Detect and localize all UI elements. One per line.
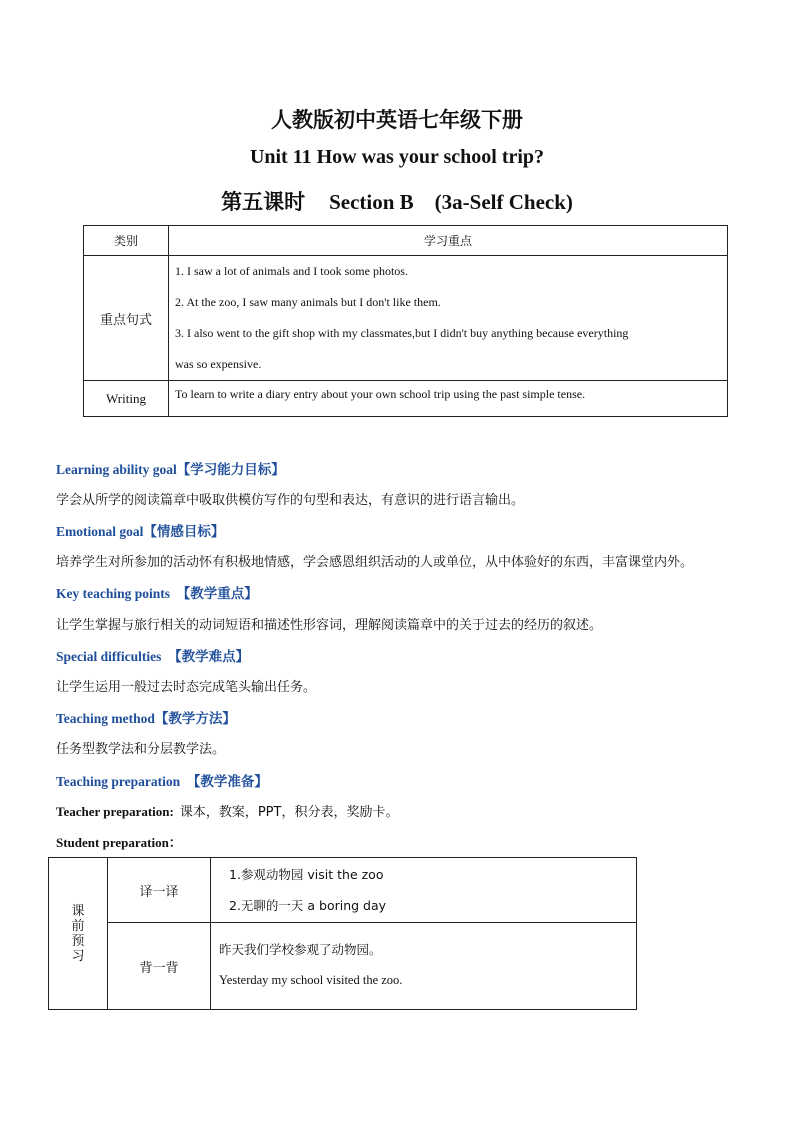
section-text: 让学生掌握与旅行相关的动词短语和描述性形容词，理解阅读篇章中的关于过去的经历的叙述。 xyxy=(56,618,603,633)
writing-cell: To learn to write a diary entry about your own school trip using the past simple tense. xyxy=(169,381,728,417)
lesson-title xyxy=(0,186,794,216)
section-text: 任务型教学法和分层教学法。 xyxy=(56,742,226,757)
sentence-line: 3. I also went to the gift shop with my classmates,but I didn't buy anything because everything xyxy=(175,326,629,340)
preview-side-label: 课前预习 xyxy=(49,858,108,1010)
row-label-translate: 译一译 xyxy=(108,858,211,923)
sentence-line: 1. I saw a lot of animals and I took some photos. xyxy=(175,264,408,278)
list-item: 2.无聊的一天 a boring day xyxy=(229,898,387,913)
section-heading: Learning ability goal【学习能力目标】 xyxy=(56,462,285,478)
section-emotional-goal xyxy=(56,520,224,540)
list-item: Yesterday my school visited the zoo. xyxy=(219,973,403,987)
section-text: 培养学生对所参加的活动怀有积极地情感，学会感恩组织活动的人或单位，从中体验好的东西，丰富课堂内外。 xyxy=(56,555,694,570)
header-category: 类别 xyxy=(84,226,169,256)
teacher-prep-label: Teacher preparation: xyxy=(56,804,174,819)
preview-table xyxy=(48,857,637,1010)
section-heading: Teaching method【教学方法】 xyxy=(56,711,236,727)
sentence-line: was so expensive. xyxy=(175,357,262,371)
section-heading: Special difficulties 【教学难点】 xyxy=(56,649,250,665)
focus-table xyxy=(83,225,728,417)
table-row xyxy=(49,858,637,923)
table-row xyxy=(84,381,728,417)
row-label-recite: 背一背 xyxy=(108,923,211,1010)
doc-title: 人教版初中英语七年级下册 xyxy=(271,108,523,132)
header-focus: 学习重点 xyxy=(169,226,728,256)
list-item: 1.参观动物园 visit the zoo xyxy=(229,867,384,882)
section-learning-goal xyxy=(56,458,285,478)
student-preparation: Student preparation： xyxy=(56,835,182,850)
row-label-writing: Writing xyxy=(84,381,169,417)
section-key-points xyxy=(56,582,258,602)
section-heading: Key teaching points 【教学重点】 xyxy=(56,586,258,602)
table-row xyxy=(49,923,637,1010)
section-text: 让学生运用一般过去时态完成笔头输出任务。 xyxy=(56,680,317,695)
row-label-sentences: 重点句式 xyxy=(84,256,169,381)
table-row xyxy=(84,256,728,381)
section-preparation xyxy=(56,770,268,790)
section-heading: Teaching preparation 【教学准备】 xyxy=(56,774,268,790)
focus-table-header xyxy=(84,226,728,256)
lesson-section: Section B (3a-Self Check) xyxy=(329,190,573,214)
sentences-cell xyxy=(169,256,728,381)
unit-title: Unit 11 How was your school trip? xyxy=(249,146,545,168)
section-text: 学会从所学的阅读篇章中吸取供模仿写作的句型和表达，有意识的进行语言输出。 xyxy=(56,493,525,508)
list-item: 昨天我们学校参观了动物园。 xyxy=(219,942,382,957)
recite-cell xyxy=(211,923,637,1010)
section-difficulties xyxy=(56,645,249,665)
teacher-preparation xyxy=(56,801,398,820)
translate-cell xyxy=(211,858,637,923)
section-method xyxy=(56,707,236,727)
lesson-number: 第五课时 xyxy=(221,190,306,214)
section-heading: Emotional goal【情感目标】 xyxy=(56,524,225,540)
teacher-prep-value: 课本，教案，PPT，积分表，奖励卡。 xyxy=(179,805,399,820)
sentence-line: 2. At the zoo, I saw many animals but I don't like them. xyxy=(175,295,441,309)
